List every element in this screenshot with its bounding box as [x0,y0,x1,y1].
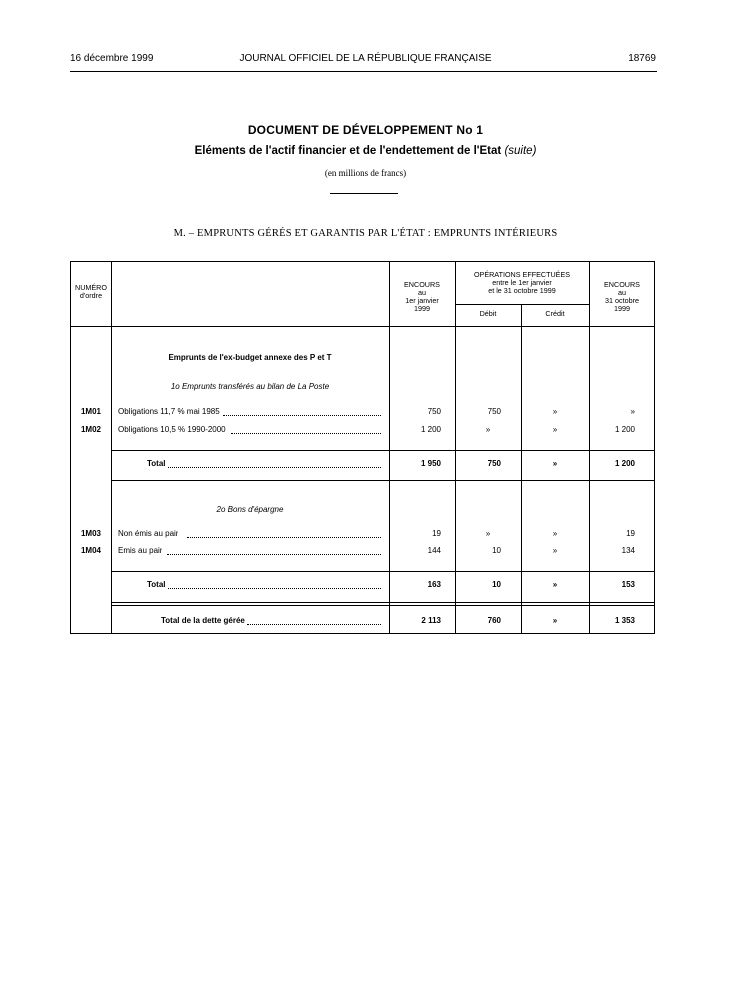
header-operations: OPÉRATIONS EFFECTUÉES entre le 1er janvier et le 31 octobre 1999 [473,270,571,295]
col-divider [389,262,390,633]
header-numero: NUMÉRO d'ordre [75,283,107,300]
header-journal: JOURNAL OFFICIEL DE LA RÉPUBLIQUE FRANÇAISE [239,53,492,64]
document-title: DOCUMENT DE DÉVELOPPEMENT No 1 [247,123,484,137]
header-page-number: 18769 [628,53,656,64]
debt-table: NUMÉRO d'ordre ENCOURS au 1er janvier 1999 OPÉRATIONS EFFECTUÉES entre le 1er janvier et le 31 octobre 1999 Débit Crédit ENCOURS au 31 octobre 1999 Emprunts de l'ex-budget annexe des P et T 1o Emprunts transférés au bilan de La Poste 2o Bons d'épargne 1M01 Obligations 11,7 % mai 1985 750 750 » » 1M02 Obligations 10,5 % 1990-2000 1 200 » » 1 200 Total 1 950 750 » 1 200 1M03 Non émis au pair 19 » » 19 1M04 Emis au pair 144 10 » 134 Total 163 10 » 153 Total de la dette gérée 2 113 760 » 1 353 [70,261,655,634]
group-title: Emprunts de l'ex-budget annexe des P et T [168,353,332,362]
total-rule [111,480,655,481]
title-separator [330,193,398,194]
header-divider [455,304,589,305]
header-encours-start: ENCOURS au 1er janvier 1999 [404,280,440,313]
header-rule [70,71,657,72]
subsection-title-1: 1o Emprunts transférés au bilan de La Poste [170,382,330,391]
unit-note: (en millions de francs) [324,168,407,178]
header-credit: Crédit [545,309,565,318]
header-date: 16 décembre 1999 [70,53,154,64]
total-rule [111,605,655,606]
header-bottom-rule [71,326,655,327]
section-heading: M. – EMPRUNTS GÉRÉS ET GARANTIS PAR L'ÉTAT : EMPRUNTS INTÉRIEURS [173,228,558,239]
header-encours-end: ENCOURS au 31 octobre 1999 [604,280,640,313]
total-rule [111,602,655,603]
subsection-title-2: 2o Bons d'épargne [216,505,284,514]
col-divider [589,262,590,633]
document-subtitle: Eléments de l'actif financier et de l'endettement de l'Etat (suite) [194,145,537,157]
col-divider [111,262,112,633]
total-rule [111,571,655,572]
header-debit: Débit [479,309,497,318]
total-rule [111,450,655,451]
